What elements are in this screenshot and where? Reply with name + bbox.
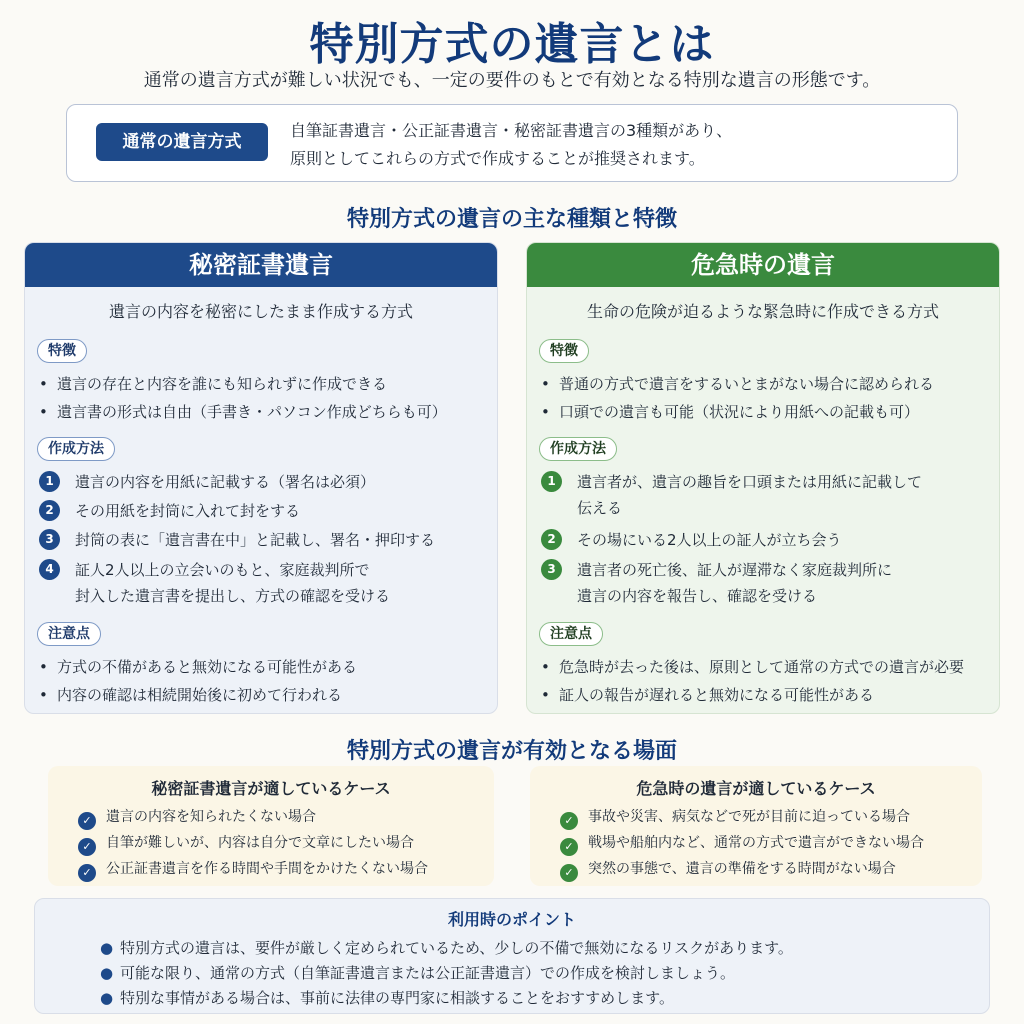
page-title: 特別方式の遺言とは — [309, 19, 715, 70]
step-text: 伝える — [577, 499, 623, 517]
case-item: ✓ 公正証書遺言を作る時間や手間をかけたくない場合 — [78, 858, 428, 882]
check-icon: ✓ — [78, 812, 96, 830]
step-number: 2 — [39, 500, 60, 521]
step-number: 1 — [39, 471, 60, 492]
case-item: ✓ 事故や災害、病気などで死が目前に迫っている場合 — [560, 806, 910, 830]
case-item: ✓ 自筆が難しいが、内容は自分で文章にしたい場合 — [78, 832, 414, 856]
case-title: 秘密証書遺言が適しているケース — [151, 779, 391, 798]
emergency-will-card-title: 危急時の遺言 — [527, 243, 999, 287]
step-text: 遺言の内容を報告し、確認を受ける — [577, 587, 818, 605]
step-number: 3 — [541, 559, 562, 580]
method-label: 作成方法 — [539, 437, 617, 461]
check-icon: ✓ — [560, 812, 578, 830]
emergency-will-card — [526, 242, 1000, 714]
normal-method-badge: 通常の遺言方式 — [96, 123, 268, 161]
method-label: 作成方法 — [37, 437, 115, 461]
step-text: その場にいる2人以上の証人が立ち会う — [577, 531, 842, 549]
caution-item: • 内容の確認は相続開始後に初めて行われる — [39, 686, 343, 704]
check-icon: ✓ — [560, 864, 578, 882]
step-text: 証人2人以上の立会いのもと、家庭裁判所で — [75, 561, 370, 579]
step-text: その用紙を封筒に入れて封をする — [75, 502, 301, 520]
normal-method-line: 自筆証書遺言・公正証書遺言・秘密証書遺言の3種類があり、 — [290, 121, 733, 140]
caution-label: 注意点 — [37, 622, 101, 646]
normal-method-line: 原則としてこれらの方式で作成することが推奨されます。 — [290, 149, 705, 168]
secret-will-lead: 遺言の内容を秘密にしたまま作成する方式 — [108, 302, 413, 321]
caution-item: • 方式の不備があると無効になる可能性がある — [39, 658, 358, 676]
page-subtitle: 通常の遺言方式が難しい状況でも、一定の要件のもとで有効となる特別な遺言の形態です。 — [143, 70, 881, 91]
feature-item: • 遺言の存在と内容を誰にも知られずに作成できる — [39, 375, 388, 393]
feature-item: • 普通の方式で遺言をするいとまがない場合に認められる — [541, 375, 935, 393]
normal-method-text — [290, 117, 940, 173]
step-number: 2 — [541, 529, 562, 550]
secret-will-card-title: 秘密証書遺言 — [25, 243, 497, 287]
features-label: 特徴 — [37, 339, 87, 363]
usage-point-item: ● 特別な事情がある場合は、事前に法律の専門家に相談することをおすすめします。 — [100, 989, 674, 1007]
case-title: 危急時の遺言が適しているケース — [636, 779, 876, 798]
types-heading: 特別方式の遺言の主な種類と特徴 — [346, 207, 677, 232]
usage-points-title: 利用時のポイント — [447, 910, 576, 929]
caution-label: 注意点 — [539, 622, 603, 646]
usage-point-item: ● 可能な限り、通常の方式（自筆証書遺言または公正証書遺言）での作成を検討しましょう。 — [100, 964, 736, 982]
secret-will-case-box — [48, 766, 494, 886]
usage-point-item: ● 特別方式の遺言は、要件が厳しく定められているため、少しの不備で無効になるリスクがあります。 — [100, 939, 793, 957]
step-number: 4 — [39, 559, 60, 580]
caution-item: • 危急時が去った後は、原則として通常の方式での遺言が必要 — [541, 658, 965, 676]
case-item: ✓ 戦場や船舶内など、通常の方式で遺言ができない場合 — [560, 832, 924, 856]
step-text: 遺言者が、遺言の趣旨を口頭または用紙に記載して — [577, 473, 923, 491]
emergency-will-lead: 生命の危険が迫るような緊急時に作成できる方式 — [586, 302, 939, 321]
step-text: 封入した遺言書を提出し、方式の確認を受ける — [75, 587, 391, 605]
step-number: 3 — [39, 529, 60, 550]
scenes-heading: 特別方式の遺言が有効となる場面 — [346, 739, 677, 764]
caution-item: • 証人の報告が遅れると無効になる可能性がある — [541, 686, 875, 704]
step-text: 遺言の内容を用紙に記載する（署名は必須） — [75, 473, 376, 491]
feature-item: • 口頭での遺言も可能（状況により用紙への記載も可） — [541, 403, 920, 421]
feature-item: • 遺言書の形式は自由（手書き・パソコン作成どちらも可） — [39, 403, 447, 421]
step-number: 1 — [541, 471, 562, 492]
emergency-will-case-box — [530, 766, 982, 886]
secret-will-card — [24, 242, 498, 714]
check-icon: ✓ — [78, 838, 96, 856]
step-text: 封筒の表に「遺言書在中」と記載し、署名・押印する — [75, 531, 436, 549]
check-icon: ✓ — [560, 838, 578, 856]
case-item: ✓ 遺言の内容を知られたくない場合 — [78, 806, 316, 830]
case-item: ✓ 突然の事態で、遺言の準備をする時間がない場合 — [560, 858, 896, 882]
features-label: 特徴 — [539, 339, 589, 363]
step-text: 遺言者の死亡後、証人が遅滞なく家庭裁判所に — [577, 561, 893, 579]
check-icon: ✓ — [78, 864, 96, 882]
